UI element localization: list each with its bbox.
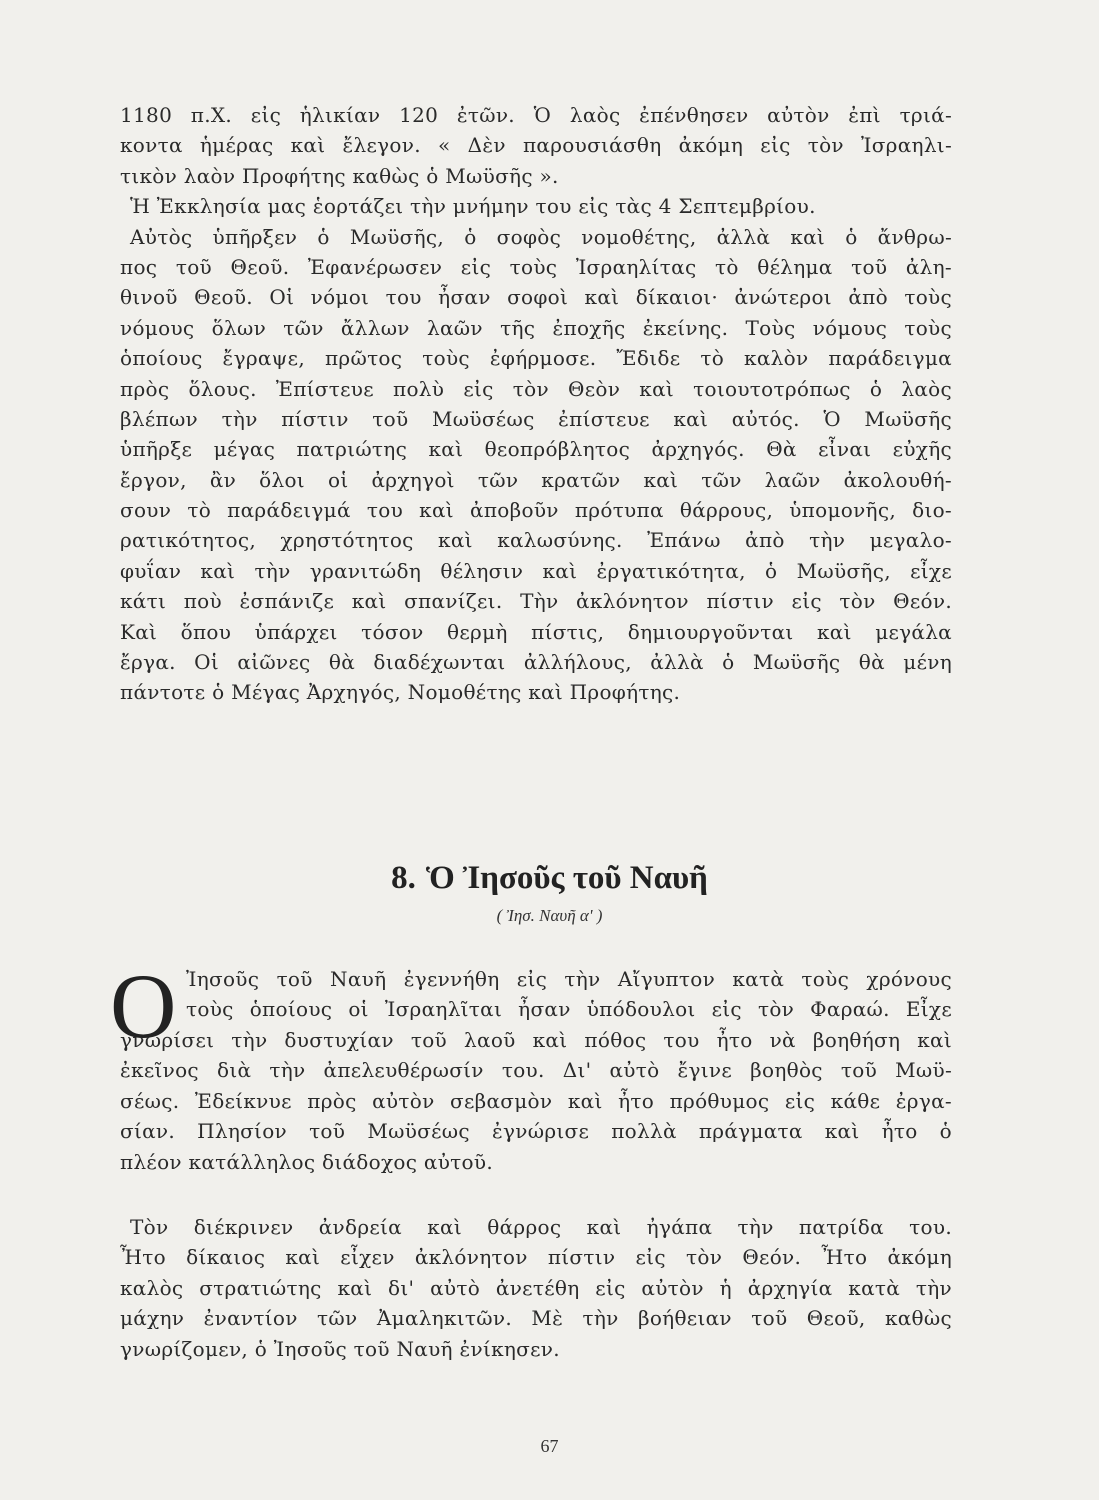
text-line: γνωρίσει τὴν δυστυχίαν τοῦ λαοῦ καὶ πόθος του ἦτο νὰ βοηθήση καὶ: [120, 1028, 952, 1052]
text-line: ἐκεῖνος διὰ τὴν ἀπελευθέρωσίν του. Δι' αὐτὸ ἔγινε βοηθὸς τοῦ Μωϋ-: [120, 1058, 952, 1083]
joshua-virtues-text: [120, 1212, 952, 1364]
drop-cap-letter: Ο: [110, 955, 177, 1057]
text-line: ἔργον, ἂν ὅλοι οἱ ἀρχηγοὶ τῶν κρατῶν καὶ τῶν λαῶν ἀκολουθή-: [120, 467, 952, 492]
text-line: Ἰησοῦς τοῦ Ναυῆ ἐγεννήθη εἰς τὴν Αἴγυπτον κατὰ τοὺς χρόνους: [186, 967, 952, 991]
text-line: Τὸν διέκρινεν ἀνδρεία καὶ θάρρος καὶ ἠγάπα τὴν πατρίδα του.: [130, 1215, 952, 1239]
text-line: θινοῦ Θεοῦ. Οἱ νόμοι του ἦσαν σοφοὶ καὶ δίκαιοι· ἀνώτεροι ἀπὸ τοὺς: [120, 285, 952, 310]
text-line: κοντα ἡμέρας καὶ ἔλεγον. « Δὲν παρουσιάσθη ἀκόμη εἰς τὸν Ἰσραηλι-: [120, 133, 952, 158]
text-line: τοὺς ὁποίους οἱ Ἰσραηλῖται ἦσαν ὑπόδουλοι εἰς τὸν Φαραώ. Εἶχε: [186, 997, 952, 1022]
text-line: σέως. Ἐδείκνυε πρὸς αὐτὸν σεβασμὸν καὶ ἦτο πρόθυμος εἰς κάθε ἐργα-: [120, 1088, 952, 1113]
text-line: ρατικότητος, χρηστότητος καὶ καλωσύνης. Ἐπάνω ἀπὸ τὴν μεγαλο-: [120, 528, 952, 553]
text-line: σουν τὸ παράδειγμά του καὶ ἀποβοῦν πρότυπα θάρρους, ὑπομονῆς, διο-: [120, 498, 952, 523]
text-line: κάτι ποὺ ἐσπάνιζε καὶ σπανίζει. Τὴν ἀκλόνητον πίστιν εἰς τὸν Θεόν.: [120, 589, 952, 614]
text-line: τικὸν λαὸν Προφήτης καθὼς ὁ Μωϋσῆς ».: [120, 163, 559, 188]
chapter-heading: [0, 858, 1099, 898]
text-line: πος τοῦ Θεοῦ. Ἐφανέρωσεν εἰς τοὺς Ἰσραηλίτας τὸ θέλημα τοῦ ἀλη-: [120, 254, 952, 279]
moses-section-text: [120, 100, 952, 708]
text-line: ἔργα. Οἱ αἰῶνες θὰ διαδέχωνται ἀλλήλους, ἀλλὰ ὁ Μωϋσῆς θὰ μένη: [120, 650, 952, 675]
text-line: νόμους ὅλων τῶν ἄλλων λαῶν τῆς ἐποχῆς ἐκείνης. Τοὺς νόμους τοὺς: [120, 315, 952, 340]
text-line: Ἦτο δίκαιος καὶ εἶχεν ἀκλόνητον πίστιν εἰς τὸν Θεόν. Ἦτο ἀκόμη: [120, 1245, 952, 1270]
text-line: Αὐτὸς ὑπῆρξεν ὁ Μωϋσῆς, ὁ σοφὸς νομοθέτης, ἀλλὰ καὶ ὁ ἄνθρω-: [130, 224, 952, 249]
text-line: σίαν. Πλησίον τοῦ Μωϋσέως ἐγνώρισε πολλὰ πράγματα καὶ ἦτο ὁ: [120, 1119, 952, 1144]
text-line: γνωρίζομεν, ὁ Ἰησοῦς τοῦ Ναυῆ ἐνίκησεν.: [120, 1336, 560, 1361]
text-line: βλέπων τὴν πίστιν τοῦ Μωϋσέως ἐπίστευε καὶ αὐτός. Ὁ Μωϋσῆς: [120, 406, 952, 431]
page-number: 67: [540, 1436, 559, 1456]
text-line: πλέον κατάλληλος διάδοχος αὐτοῦ.: [120, 1149, 493, 1174]
scripture-reference: ( Ἰησ. Ναυῆ α' ): [496, 906, 603, 925]
text-line: καλὸς στρατιώτης καὶ δι' αὐτὸ ἀνετέθη εἰς αὐτὸν ἡ ἀρχηγία κατὰ τὴν: [120, 1275, 952, 1300]
text-line: Ἡ Ἐκκλησία μας ἑορτάζει τὴν μνήμην του εἰς τὰς 4 Σεπτεμβρίου.: [130, 194, 816, 219]
text-line: φυΐαν καὶ τὴν γρανιτώδη θέλησιν καὶ ἐργατικότητα, ὁ Μωϋσῆς, εἶχε: [120, 558, 952, 583]
text-line: πρὸς ὅλους. Ἐπίστευε πολὺ εἰς τὸν Θεὸν καὶ τοιουτοτρόπως ὁ λαὸς: [120, 376, 952, 401]
text-line: ὑπῆρξε μέγας πατριώτης καὶ θεοπρόβλητος ἀρχηγός. Θὰ εἶναι εὐχῆς: [120, 437, 952, 462]
text-line: 1180 π.Χ. εἰς ἡλικίαν 120 ἐτῶν. Ὁ λαὸς ἐπένθησεν αὐτὸν ἐπὶ τριά-: [120, 103, 952, 127]
text-line: πάντοτε ὁ Μέγας Ἀρχηγός, Νομοθέτης καὶ Προφήτης.: [120, 680, 681, 705]
text-line: ὁποίους ἔγραψε, πρῶτος τοὺς ἐφήρμοσε. Ἔδιδε τὸ καλὸν παράδειγμα: [120, 346, 952, 371]
joshua-intro-dropcap-lines: [186, 964, 952, 1025]
text-line: μάχην ἐναντίον τῶν Ἀμαληκιτῶν. Μὲ τὴν βοήθειαν τοῦ Θεοῦ, καθὼς: [120, 1306, 952, 1331]
joshua-intro-text: [120, 1025, 952, 1177]
chapter-number: 8.: [391, 860, 416, 896]
text-line: Καὶ ὅπου ὑπάρχει τόσον θερμὴ πίστις, δημιουργοῦνται καὶ μεγάλα: [120, 619, 952, 644]
chapter-title: Ὁ Ἰησοῦς τοῦ Ναυῆ: [425, 860, 708, 896]
